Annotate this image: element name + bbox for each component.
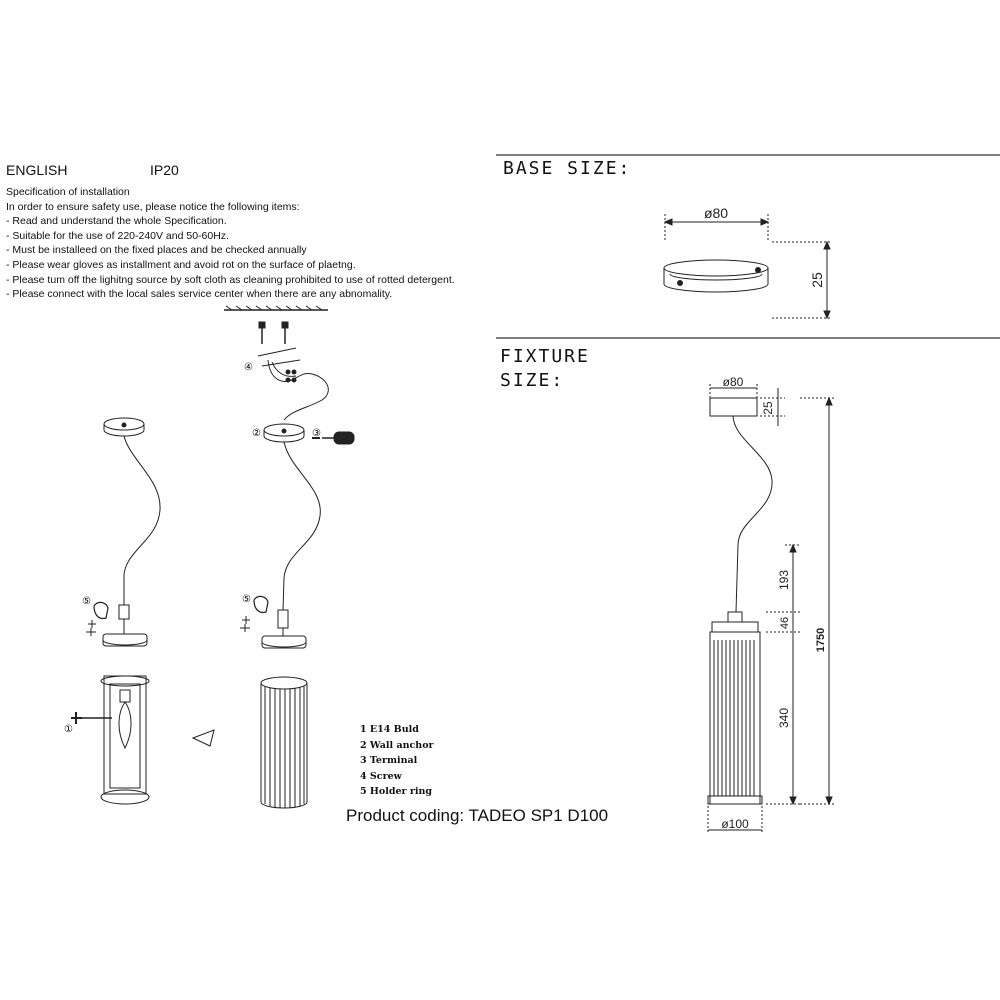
spec-line: In order to ensure safety use, please notice the following items: xyxy=(6,200,300,213)
legend-item: 4 Screw xyxy=(360,770,402,782)
fixture-size-title-line2: SIZE: xyxy=(500,370,565,391)
legend-item: 2 Wall anchor xyxy=(360,739,434,751)
spec-line: - Please tum off the lighitng source by soft cloth as cleaning prohibited to use of rotted detergent. xyxy=(6,273,455,286)
callout-5-middle: ⑤ xyxy=(242,594,251,605)
spec-line: - Read and understand the whole Specification. xyxy=(6,215,227,228)
product-coding: Product coding: TADEO SP1 D100 xyxy=(346,806,609,825)
legend-item: 1 E14 Buld xyxy=(360,724,419,735)
assembly-drawing-left xyxy=(71,418,160,804)
spec-line: - Please connect with the local sales service center when there are any abnomality. xyxy=(6,288,393,301)
fixture-top-height-label: 25 xyxy=(761,401,775,415)
legend-item: 5 Holder ring xyxy=(360,786,433,797)
base-height-label: 25 xyxy=(809,272,825,288)
fixture-drawing xyxy=(708,384,836,834)
assembly-drawing-middle xyxy=(193,306,354,808)
dim-193-label: 193 xyxy=(777,569,791,591)
spec-line: - Suitable for the use of 220-240V and 50-60Hz. xyxy=(6,229,229,242)
legend-item: 3 Terminal xyxy=(360,755,418,766)
callout-1: ① xyxy=(64,724,73,735)
callout-5: ⑤ xyxy=(82,596,91,607)
ip-rating-label: IP20 xyxy=(150,162,179,178)
spec-line: Specification of installation xyxy=(6,186,130,198)
language-label: ENGLISH xyxy=(6,162,68,178)
fixture-bottom-diameter-label: ø100 xyxy=(721,817,749,831)
base-drawing xyxy=(664,214,832,318)
fixture-top-diameter-label: ø80 xyxy=(722,375,744,389)
base-diameter-label: ø80 xyxy=(703,205,729,221)
callout-2: ② xyxy=(252,428,261,439)
dim-46-label: 46 xyxy=(779,616,791,630)
base-size-title: BASE SIZE: xyxy=(503,158,632,179)
callout-3: ③ xyxy=(312,428,321,439)
spec-line: - Must be installeed on the fixed places and be checked annually xyxy=(6,244,307,257)
dim-340-label: 340 xyxy=(777,707,791,729)
spec-line: - Please wear gloves as installment and avoid rot on the surface of plaetng. xyxy=(6,258,356,271)
fixture-size-title-line1: FIXTURE xyxy=(500,346,590,367)
total-height-label: 1750 xyxy=(815,627,827,653)
callout-4: ④ xyxy=(244,362,253,373)
